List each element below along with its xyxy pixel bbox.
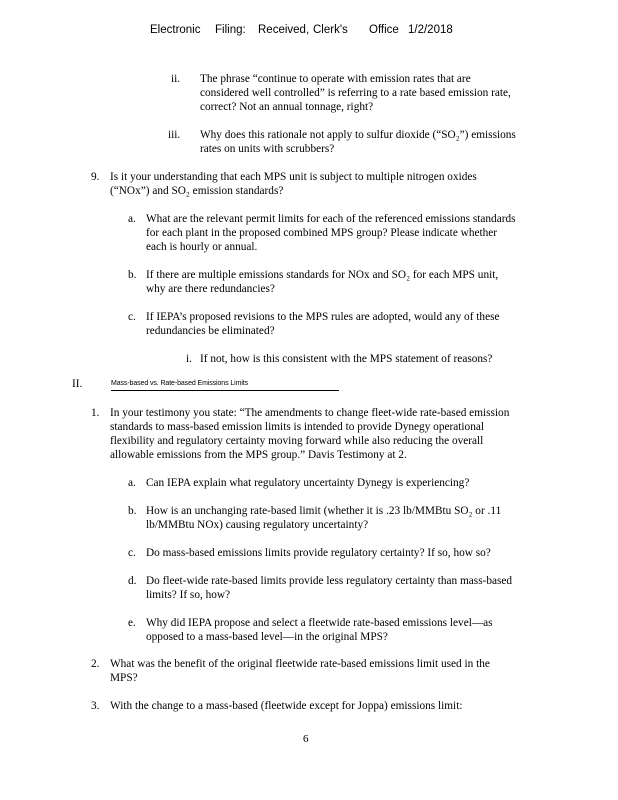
item-number: 1. [91,407,100,419]
text-line: opposed to a mass-based level—in the original MPS? [146,631,388,643]
text-line: Do mass-based emissions limits provide regulatory certainty? If so, how so? [146,547,491,559]
header-office: Office [369,24,399,36]
question-1d [146,574,586,602]
text-line: Why did IEPA propose and select a fleetwide rate-based emissions level—as [146,617,493,629]
section-heading: Mass-based vs. Rate-based Emissions Limits [111,380,249,387]
text-line: If there are multiple emissions standards for NOx and SO₂ for each MPS unit, [146,269,499,281]
text-line: considered well controlled” is referring to a rate based emission rate, [200,87,511,99]
question-8-ii [200,72,560,114]
text-line: If IEPA’s proposed revisions to the MPS rules are adopted, would any of these [146,311,500,323]
item-number: 3. [91,700,100,712]
text-line: allowable emissions from the MPS group.” Davis Testimony at 2. [110,449,407,461]
item-number: 2. [91,658,100,670]
text-line: MPS? [110,672,138,684]
text-line: correct? Not an annual tonnage, right? [200,101,374,113]
question-3 [110,699,590,713]
question-1a [146,476,586,490]
question-1b [146,504,586,532]
text-line: standards to mass-based emission limits is intended to provide Dynegy operational [110,421,484,433]
question-8-iii [200,128,560,156]
question-1e [146,616,586,644]
section-underline [111,390,339,391]
header-filing: Filing: [215,24,246,36]
item-number: e. [128,617,136,629]
item-number: 9. [91,171,100,183]
text-line: rates on units with scrubbers? [200,143,335,155]
text-line: Can IEPA explain what regulatory uncertainty Dynegy is experiencing? [146,477,470,489]
text-line: each is hourly or annual. [146,241,258,253]
item-number: c. [128,311,136,323]
item-number: c. [128,547,136,559]
text-line: redundancies be eliminated? [146,325,275,337]
item-number: a. [128,477,136,489]
text-line: limits? If so, how? [146,589,231,601]
item-number: d. [128,575,137,587]
question-1c [146,546,586,560]
item-number: i. [186,353,192,365]
text-line: for each plant in the proposed combined MPS group? Please indicate whether [146,227,498,239]
text-line: why are there redundancies? [146,283,275,295]
question-9c [146,310,606,338]
text-line: lb/MMBtu NOx) causing regulatory uncertainty? [146,519,369,531]
item-number: b. [128,269,137,281]
header-received: Received, [258,24,310,36]
item-number: iii. [168,129,181,141]
text-line: (“NOx”) and SO₂ emission standards? [110,185,284,197]
question-9a [146,212,606,254]
header-clerks: Clerk's [313,24,348,36]
header-date: 1/2/2018 [408,24,453,36]
text-line: How is an unchanging rate-based limit (whether it is .23 lb/MMBtu SO₂ or .11 [146,505,502,517]
question-1 [110,406,590,462]
text-line: What are the relevant permit limits for each of the referenced emissions standards [146,213,516,225]
text-line: If not, how is this consistent with the MPS statement of reasons? [200,353,493,365]
question-9 [110,170,570,198]
question-9c-i [200,352,580,366]
text-line: What was the benefit of the original fleetwide rate-based emissions limit used in the [110,658,490,670]
text-line: Is it your understanding that each MPS unit is subject to multiple nitrogen oxides [110,171,477,183]
text-line: Do fleet-wide rate-based limits provide less regulatory certainty than mass-based [146,575,513,587]
question-9b [146,268,606,296]
item-number: b. [128,505,137,517]
item-number: ii. [171,73,181,85]
header-electronic: Electronic [150,24,201,36]
text-line: The phrase “continue to operate with emission rates that are [200,73,471,85]
section-number: II. [72,378,83,390]
page-number: 6 [303,733,309,745]
text-line: With the change to a mass-based (fleetwide except for Joppa) emissions limit: [110,700,463,712]
question-2 [110,657,590,685]
text-line: In your testimony you state: “The amendments to change fleet-wide rate-based emission [110,407,510,419]
item-number: a. [128,213,136,225]
text-line: Why does this rationale not apply to sulfur dioxide (“SO₂”) emissions [200,129,516,141]
text-line: flexibility and regulatory certainty moving forward while also reducing the overall [110,435,484,447]
